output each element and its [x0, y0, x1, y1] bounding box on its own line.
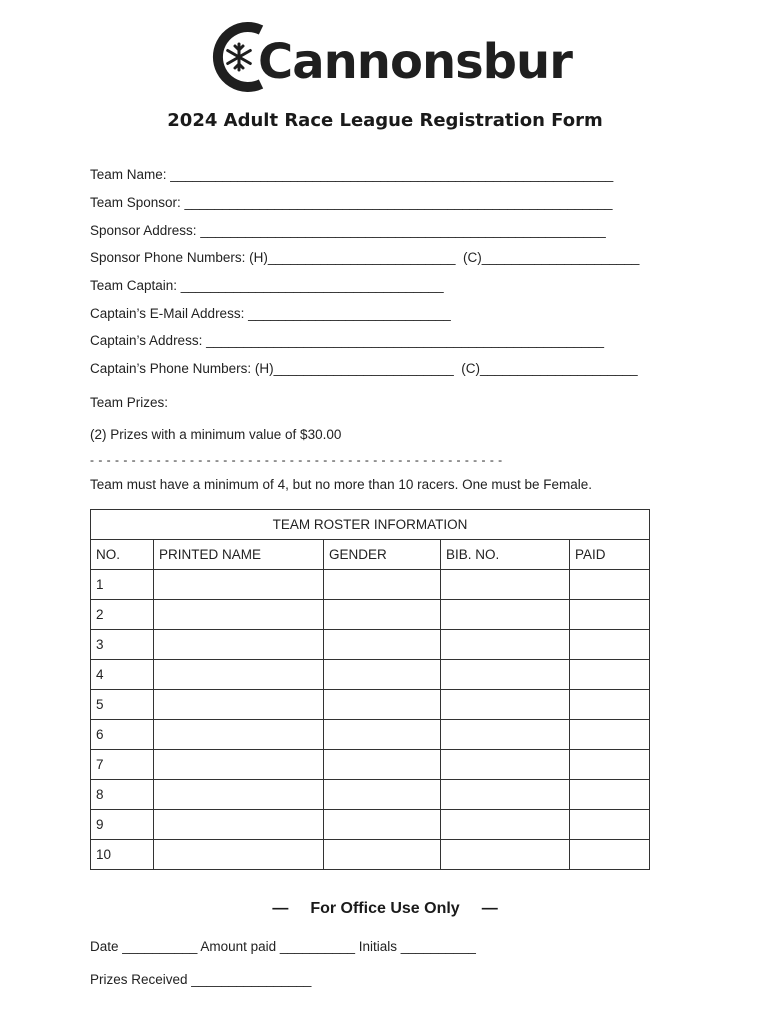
team-prizes-label: Team Prizes: [90, 395, 169, 410]
paid-cell[interactable] [570, 780, 650, 810]
paid-cell[interactable] [570, 720, 650, 750]
gender-cell[interactable] [324, 690, 441, 720]
bib-no-cell[interactable] [441, 840, 570, 870]
row-number: 1 [91, 570, 154, 600]
paid-cell[interactable] [570, 810, 650, 840]
snowflake-icon [228, 44, 251, 70]
roster-caption: TEAM ROSTER INFORMATION [91, 510, 650, 540]
office-date-line[interactable]: Date __________ Amount paid __________ Initials __________ [90, 939, 476, 954]
printed-name-cell[interactable] [154, 690, 324, 720]
roster-row [91, 630, 650, 660]
dashed-divider: - - - - - - - - - - - - - - - - - - - - - - - - - - - - - - - - - - - - - - - - - - - - - - - - - - [90, 453, 503, 467]
office-label: For Office Use Only [310, 900, 460, 917]
roster-row [91, 750, 650, 780]
bib-no-cell[interactable] [441, 630, 570, 660]
roster-row [91, 600, 650, 630]
gender-cell[interactable] [324, 600, 441, 630]
header-gender: GENDER [324, 540, 441, 570]
printed-name-cell[interactable] [154, 630, 324, 660]
roster-row [91, 720, 650, 750]
printed-name-cell[interactable] [154, 840, 324, 870]
sponsor-phone-field[interactable]: Sponsor Phone Numbers: (H)_________________________ (C)_____________________ [90, 250, 640, 265]
header-paid: PAID [570, 540, 650, 570]
row-number: 9 [91, 810, 154, 840]
roster-row [91, 660, 650, 690]
printed-name-cell[interactable] [154, 660, 324, 690]
printed-name-cell[interactable] [154, 600, 324, 630]
roster-row [91, 780, 650, 810]
bib-no-cell[interactable] [441, 720, 570, 750]
printed-name-cell[interactable] [154, 750, 324, 780]
row-number: 6 [91, 720, 154, 750]
gender-cell[interactable] [324, 750, 441, 780]
gender-cell[interactable] [324, 780, 441, 810]
paid-cell[interactable] [570, 600, 650, 630]
printed-name-cell[interactable] [154, 570, 324, 600]
gender-cell[interactable] [324, 810, 441, 840]
team-captain-field[interactable]: Team Captain: ___________________________________ [90, 278, 444, 293]
row-number: 2 [91, 600, 154, 630]
roster-row [91, 810, 650, 840]
bib-no-cell[interactable] [441, 780, 570, 810]
paid-cell[interactable] [570, 570, 650, 600]
prizes-detail: (2) Prizes with a minimum value of $30.00 [90, 427, 342, 442]
row-number: 7 [91, 750, 154, 780]
printed-name-cell[interactable] [154, 810, 324, 840]
row-number: 3 [91, 630, 154, 660]
printed-name-cell[interactable] [154, 780, 324, 810]
captain-address-field[interactable]: Captain’s Address: _____________________________________________________ [90, 333, 604, 348]
header-bib-no: BIB. NO. [441, 540, 570, 570]
header-printed-name: PRINTED NAME [154, 540, 324, 570]
paid-cell[interactable] [570, 630, 650, 660]
roster-row [91, 570, 650, 600]
gender-cell[interactable] [324, 630, 441, 660]
office-dash-left: — [272, 900, 289, 917]
captain-email-field[interactable]: Captain’s E-Mail Address: ___________________________ [90, 306, 451, 321]
header-no: NO. [91, 540, 154, 570]
sponsor-address-field[interactable]: Sponsor Address: ______________________________________________________ [90, 223, 606, 238]
team-sponsor-field[interactable]: Team Sponsor: _________________________________________________________ [90, 195, 613, 210]
paid-cell[interactable] [570, 840, 650, 870]
bib-no-cell[interactable] [441, 810, 570, 840]
row-number: 10 [91, 840, 154, 870]
printed-name-cell[interactable] [154, 720, 324, 750]
captain-phone-field[interactable]: Captain’s Phone Numbers: (H)________________________ (C)_____________________ [90, 361, 638, 376]
bib-no-cell[interactable] [441, 660, 570, 690]
bib-no-cell[interactable] [441, 750, 570, 780]
roster-header-row [91, 540, 650, 570]
paid-cell[interactable] [570, 750, 650, 780]
logo-wordmark: Cannonsburg [258, 34, 573, 90]
row-number: 5 [91, 690, 154, 720]
cannonsburg-logo [203, 20, 573, 94]
gender-cell[interactable] [324, 570, 441, 600]
team-rule-text: Team must have a minimum of 4, but no more than 10 racers. One must be Female. [90, 477, 592, 492]
bib-no-cell[interactable] [441, 600, 570, 630]
row-number: 4 [91, 660, 154, 690]
gender-cell[interactable] [324, 840, 441, 870]
gender-cell[interactable] [324, 720, 441, 750]
team-roster-table [90, 509, 650, 870]
office-dash-right: — [481, 900, 498, 917]
roster-row [91, 840, 650, 870]
bib-no-cell[interactable] [441, 570, 570, 600]
roster-row [91, 690, 650, 720]
paid-cell[interactable] [570, 660, 650, 690]
row-number: 8 [91, 780, 154, 810]
office-use-heading [0, 900, 770, 918]
paid-cell[interactable] [570, 690, 650, 720]
team-name-field[interactable]: Team Name: ___________________________________________________________ [90, 167, 614, 182]
page-title: 2024 Adult Race League Registration Form [167, 110, 603, 131]
bib-no-cell[interactable] [441, 690, 570, 720]
logo-graphic [203, 20, 573, 94]
office-prizes-line[interactable]: Prizes Received ________________ [90, 972, 312, 987]
gender-cell[interactable] [324, 660, 441, 690]
